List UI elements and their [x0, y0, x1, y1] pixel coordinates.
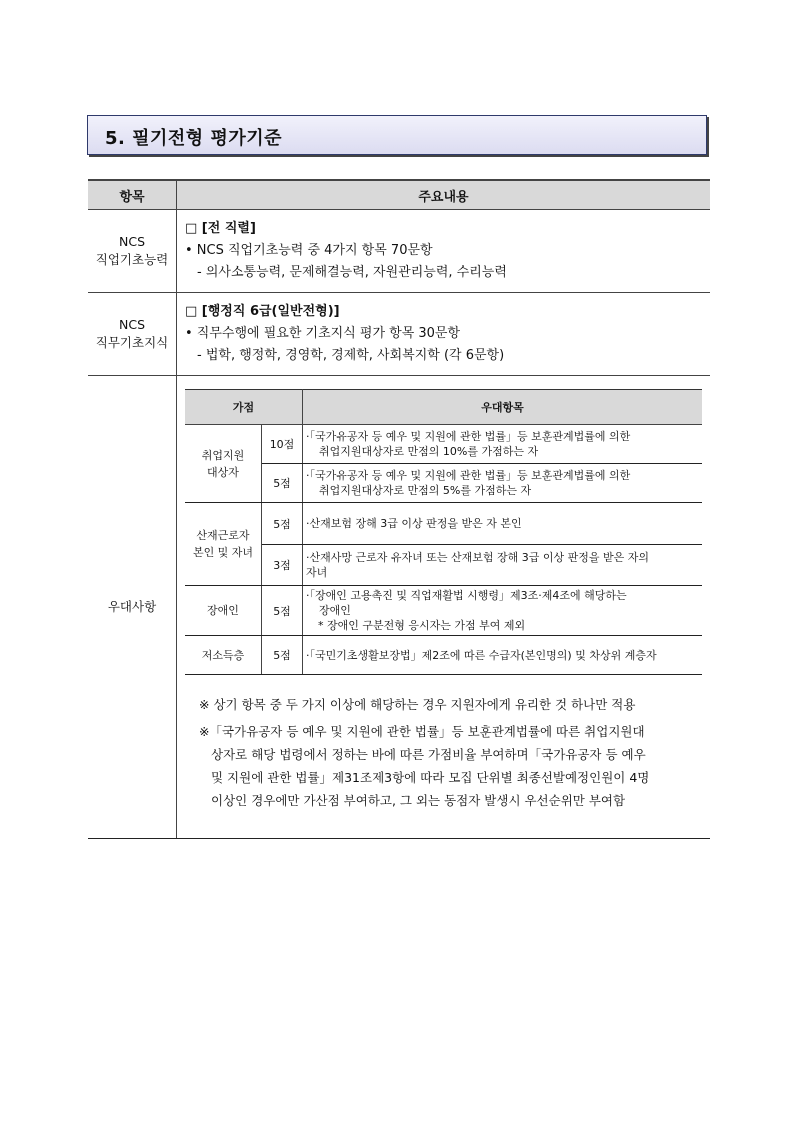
desc-line: 자녀 [306, 566, 328, 579]
points-cell: 5점 [262, 503, 303, 545]
desc-line: ·「국가유공자 등 예우 및 지원에 관한 법률」등 보훈관계법률에 의한 [306, 430, 631, 443]
points-cell: 5점 [262, 636, 303, 675]
evaluation-criteria-table [88, 179, 710, 839]
note-single-apply: ※ 상기 항목 중 두 가지 이상에 해당하는 경우 지원자에게 유리한 것 하나만 적용 [199, 697, 636, 712]
header-content: 주요내용 [177, 180, 711, 210]
item-description: ·산재보험 장해 3급 이상 판정을 받은 자 본인 [303, 503, 703, 545]
content-sub: - 법학, 행정학, 경영학, 경제학, 사회복지학 (각 6문항) [197, 348, 505, 363]
label-line: NCS [118, 317, 145, 332]
content-bullet: • NCS 직업기초능력 중 4가지 항목 70문항 [185, 243, 433, 258]
header-points: 가점 [185, 390, 303, 425]
header-item: 항목 [88, 180, 177, 210]
content-bullet: • 직무수행에 필요한 기초지식 평가 항목 30문항 [185, 326, 461, 341]
label-line: 직업기초능력 [95, 252, 169, 267]
category-employment-support [185, 425, 262, 503]
note-veterans [199, 720, 704, 812]
desc-line: 취업지원대상자로 만점의 10%를 가점하는 자 [319, 445, 539, 458]
item-description [303, 464, 703, 503]
desc-line: ·「국가유공자 등 예우 및 지원에 관한 법률」등 보훈관계법률에 의한 [306, 469, 631, 482]
header-items: 우대항목 [303, 390, 703, 425]
note-line: 상자로 해당 법령에서 정하는 바에 따른 가점비율 부여하며「국가유공자 등 예우 [211, 747, 646, 762]
row-label-ncs-job-knowledge [88, 293, 177, 376]
label-line: 직무기초지식 [95, 335, 169, 350]
category-low-income: 저소득층 [185, 636, 262, 675]
desc-line: ·산재사망 근로자 유자녀 또는 산재보험 장해 3급 이상 판정을 받은 자의 [306, 551, 649, 564]
category-line: 산재근로자 [196, 529, 250, 542]
points-cell: 10점 [262, 425, 303, 464]
item-description [303, 545, 703, 586]
bonus-row [185, 545, 702, 586]
section-title-box [87, 115, 707, 155]
desc-line: 취업지원대상자로 만점의 5%를 가점하는 자 [319, 484, 532, 497]
item-description: ·「국민기초생활보장법」제2조에 따른 수급자(본인명의) 및 차상위 계층자 [303, 636, 703, 675]
points-cell: 5점 [262, 464, 303, 503]
table-row [88, 210, 710, 293]
item-description [303, 586, 703, 636]
row-content [177, 210, 711, 293]
row-content [177, 376, 711, 839]
bonus-row [185, 503, 702, 545]
desc-line: 장애인 [319, 604, 351, 617]
bonus-row [185, 586, 702, 636]
item-description [303, 425, 703, 464]
content-heading: □ [전 직렬] [185, 221, 256, 236]
note-line: 이상인 경우에만 가산점 부여하고, 그 외는 동점자 발생시 우선순위만 부여함 [211, 793, 626, 808]
content-heading: □ [행정직 6급(일반전형)] [185, 304, 340, 319]
note-line: ※「국가유공자 등 예우 및 지원에 관한 법률」등 보훈관계법률에 따른 취업지원대 [199, 724, 645, 739]
points-cell: 5점 [262, 586, 303, 636]
row-label-ncs-basic-ability [88, 210, 177, 293]
category-line: 본인 및 자녀 [192, 546, 254, 559]
bonus-row [185, 464, 702, 503]
table-row [88, 376, 710, 839]
row-label-preference: 우대사항 [88, 376, 177, 839]
category-industrial-accident [185, 503, 262, 586]
notes [185, 693, 704, 812]
bonus-row [185, 636, 702, 675]
desc-line: * 장애인 구분전형 응시자는 가점 부여 제외 [318, 619, 526, 632]
points-cell: 3점 [262, 545, 303, 586]
category-line: 취업지원 [201, 448, 245, 462]
category-disabled: 장애인 [185, 586, 262, 636]
bonus-points-table [185, 389, 702, 675]
row-content [177, 293, 711, 376]
bonus-header-row [185, 390, 702, 425]
content-sub: - 의사소통능력, 문제해결능력, 자원관리능력, 수리능력 [197, 265, 507, 280]
desc-line: ·「장애인 고용촉진 및 직업재활법 시행령」제3조·제4조에 해당하는 [306, 589, 627, 602]
note-line: 및 지원에 관한 법률」제31조제3항에 따라 모집 단위별 최종선발예정인원이 4명 [211, 770, 650, 785]
label-line: NCS [118, 234, 145, 249]
section-title: 5. 필기전형 평가기준 [105, 128, 282, 149]
bonus-row [185, 425, 702, 464]
table-row [88, 293, 710, 376]
table-header-row [88, 180, 710, 210]
category-line: 대상자 [207, 465, 239, 479]
